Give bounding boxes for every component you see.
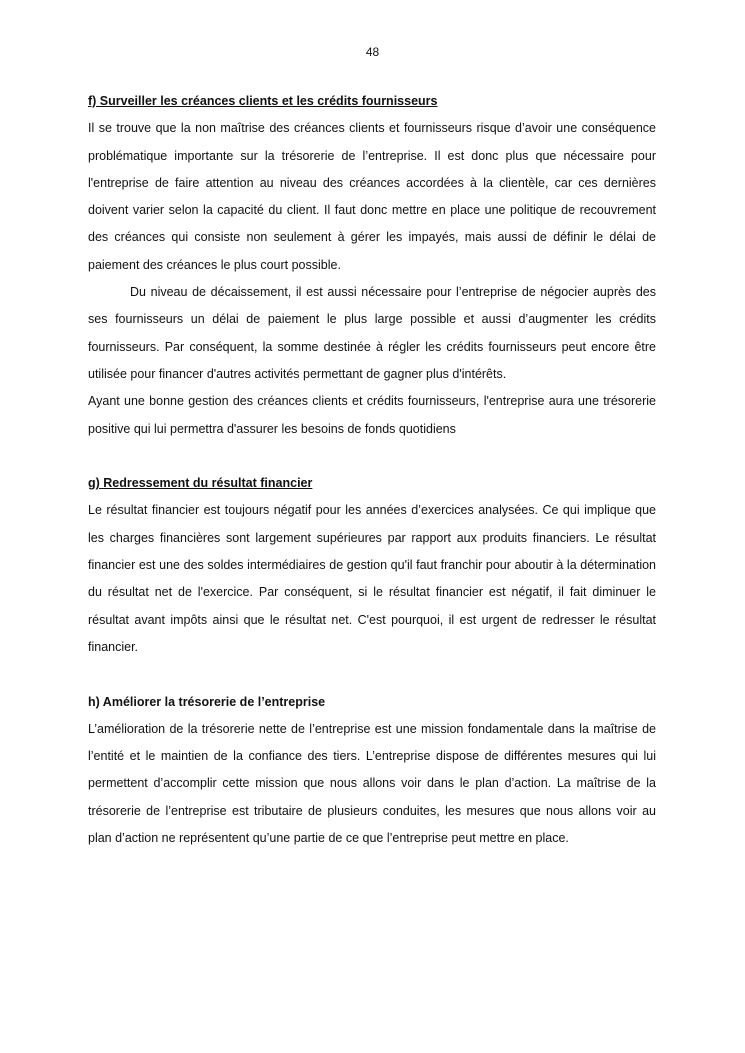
paragraph-f-2: Du niveau de décaissement, il est aussi nécessaire pour l’entreprise de négocier auprès des ses fournisseurs un délai de paiement le plus large possible et aussi d’augmenter les crédits fournisseurs. Par conséquent, la somme destinée à régler les crédits fournisseurs peut encore être utilisée pour financer d'autres activités permettant de gagner plus d'intérêts. [88, 285, 656, 381]
paragraph-g-1: Le résultat financier est toujours négatif pour les années d’exercices analysées. Ce qui implique que les charges financières sont largement supérieures par rapport aux produits financiers. Le résultat financier est une des soldes intermédiaires de gestion qu'il faut franchir pour aboutir à la détermination du résultat net de l'exercice. Par conséquent, si le résultat financier est négatif, il fait diminuer le résultat avant impôts ainsi que le résultat net. C'est pourquoi, il est urgent de redresser le résultat financier. [88, 503, 656, 654]
section-heading-f: f) Surveiller les créances clients et les crédits fournisseurs [88, 94, 438, 108]
section-g [88, 470, 656, 661]
paragraph-f-1: Il se trouve que la non maîtrise des créances clients et fournisseurs risque d’avoir une conséquence problématique importante sur la trésorerie de l’entreprise. Il est donc plus que nécessaire pour l'entreprise de faire attention au niveau des créances accordées à la clientèle, car ces dernières doivent varier selon la capacité du client. Il faut donc mettre en place une politique de recouvrement des créances qui consiste non seulement à gérer les impayés, mais aussi de définir le délai de paiement des créances le plus court possible. [88, 121, 656, 272]
paragraph-f-3: Ayant une bonne gestion des créances clients et crédits fournisseurs, l'entreprise aura une trésorerie positive qui lui permettra d'assurer les besoins de fonds quotidiens [88, 394, 656, 436]
section-spacer [88, 443, 656, 470]
section-spacer [88, 661, 656, 688]
document-body [88, 88, 656, 852]
section-heading-g: g) Redressement du résultat financier [88, 476, 313, 491]
section-h [88, 689, 656, 853]
page-number: 48 [365, 45, 380, 59]
section-f [88, 88, 656, 443]
section-heading-h: h) Améliorer la trésorerie de l’entreprise [88, 694, 326, 709]
paragraph-h-1: L’amélioration de la trésorerie nette de l’entreprise est une mission fondamentale dans la maîtrise de l’entité et le maintien de la confiance des tiers. L’entreprise dispose de différentes mesures qui lui permettent d’accomplir cette mission que nous allons voir dans le plan d’action. La maîtrise de la trésorerie de l’entreprise est tributaire de plusieurs conduites, les mesures que nous allons voir au plan d’action ne représentent qu’une partie de ce que l’entreprise peut mettre en place. [88, 721, 656, 846]
